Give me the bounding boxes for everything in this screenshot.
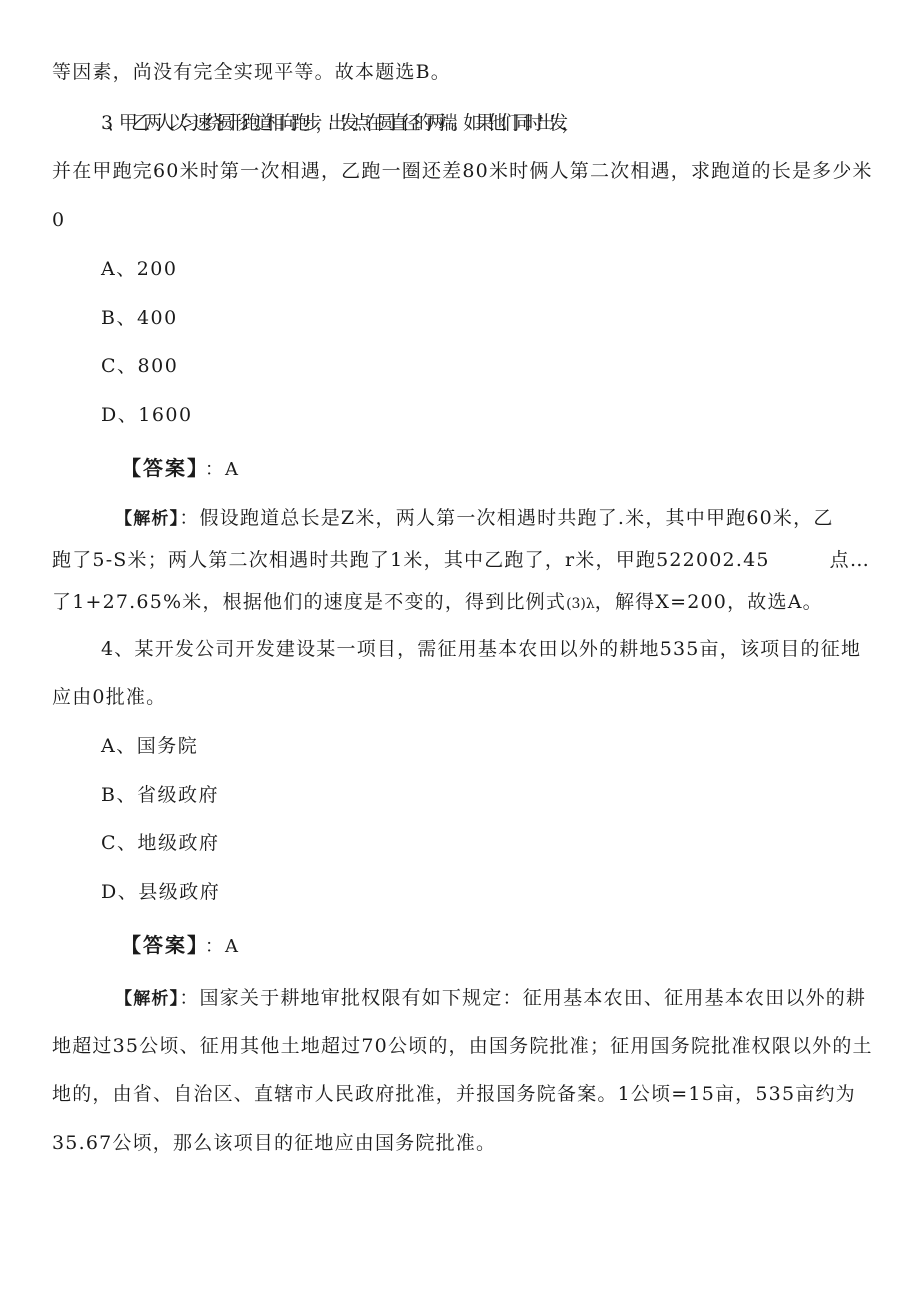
q3-analysis-text1: ：假设跑道总长是Z米，两人第一次相遇时共跑了.米，其中甲跑60米，乙 [179,507,834,529]
q3-stem-line1: 3、甲乙两人以匀速绕圆形跑道相向跑步，出发点在圆直径的两端。如果他们同时出发， [101,112,574,134]
q4-option-c: C、地级政府 [101,832,220,854]
q3-analysis-line2 [52,548,870,572]
q3-analysis-text2b: 点… [829,549,871,571]
q3-analysis-line3 [52,590,823,616]
q4-answer-value: ：A [205,936,240,957]
q3-option-c: C、800 [101,355,179,377]
q4-answer-label: 【答案】 [121,933,199,957]
q4-analysis-line1 [115,986,866,1011]
q4-stem-line1: 4、某开发公司开发建设某一项目，需征用基本农田以外的耕地535亩，该项目的征地 [101,638,862,660]
q3-analysis-ratio: (3)λ [566,596,595,612]
q3-option-d: D、1600 [101,404,193,426]
q3-answer-label: 【答案】 [121,456,199,480]
q3-analysis-line1 [115,506,834,531]
q3-stem-line3: 0 [52,209,66,231]
q3-option-a: A、200 [101,258,178,280]
q3-answer-value: ：A [205,459,240,480]
q4-option-d: D、县级政府 [101,881,221,903]
q4-option-b: B、省级政府 [101,784,219,806]
q3-analysis-label: 【解析】 [115,509,180,529]
q3-analysis-text2a: 跑了5-S米；两人第二次相遇时共跑了1米，其中乙跑了，r米，甲跑522002.45 [52,549,770,571]
q3-analysis-text3b: ，解得X=200，故选A。 [594,591,823,613]
q4-answer [121,933,240,959]
q4-analysis-text1: ：国家关于耕地审批权限有如下规定：征用基本农田、征用基本农田以外的耕 [179,987,867,1009]
q4-stem-line2: 应由0批准。 [52,686,167,708]
q3-stem-line2: 并在甲跑完60米时第一次相遇，乙跑一圈还差80米时俩人第二次相遇，求跑道的长是多少米 [52,160,873,182]
q3-answer [121,456,240,482]
q4-option-a: A、国务院 [101,735,199,757]
q3-analysis-text3a: 了1+27.65%米，根据他们的速度是不变的，得到比例式 [52,591,567,613]
q4-analysis-line2: 地超过35公顷、征用其他土地超过70公顷的，由国务院批准；征用国务院批准权限以外的土 [52,1035,873,1057]
q4-analysis-line4: 35.67公顷，那么该项目的征地应由国务院批准。 [52,1132,497,1154]
previous-answer-tail: 等因素，尚没有完全实现平等。故本题选B。 [52,61,451,83]
q3-option-b: B、400 [101,307,178,329]
q4-analysis-line3: 地的，由省、自治区、直辖市人民政府批准，并报国务院备案。1公顷=15亩，535亩约为 [52,1083,856,1105]
q4-analysis-label: 【解析】 [115,989,180,1009]
